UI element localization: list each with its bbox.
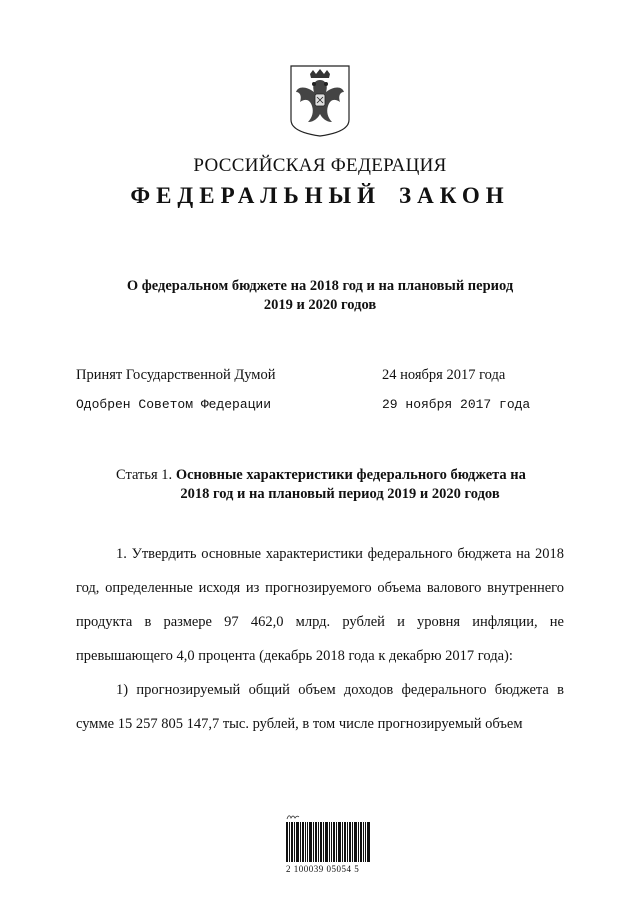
article-heading [116,466,564,504]
paragraph: 1) прогнозируемый общий объем доходов федерального бюджета в сумме 15 257 805 147,7 тыс. рублей, в том числе прогнозируемый объем [76,682,564,732]
article-title-line1: Основные характеристики федерального бюджета на [175,467,526,483]
russian-coat-of-arms-icon [288,62,352,138]
law-title [100,277,540,315]
document-type-word1: ФЕДЕРАЛЬНЫЙ [130,183,382,208]
approval-date: 29 ноября 2017 года [382,397,531,412]
barcode-icon [286,822,370,862]
law-title-line1: О федеральном бюджете на 2018 год и на плановый период [126,278,514,294]
adoption-label: Принят Государственной Думой [76,367,276,383]
adoption-date: 24 ноября 2017 года [382,367,506,383]
document-type [0,183,640,209]
article-number: Статья 1. [116,467,173,483]
paragraph: 1. Утвердить основные характеристики федерального бюджета на 2018 год, определенные исходя из прогнозируемого объема валового внутреннего продукта в размере 97 462,0 млрд. рублей и уровня инфляции, не превышающего 4,0 процента (декабрь 2018 года к декабрю 2017 года): [76,546,564,664]
article-body [76,537,564,741]
law-title-line2: 2019 и 2020 годов [263,297,377,313]
article-title-line2: 2018 год и на плановый период 2019 и 2020 годов [180,486,500,502]
approval-label: Одобрен Советом Федерации [76,397,272,412]
barcode-number: 2 100039 05054 5 [286,864,360,874]
signature-mark-icon [286,812,300,821]
barcode [286,812,370,882]
country-name: РОССИЙСКАЯ ФЕДЕРАЦИЯ [193,155,447,176]
document-type-word2: ЗАКОН [399,183,510,208]
